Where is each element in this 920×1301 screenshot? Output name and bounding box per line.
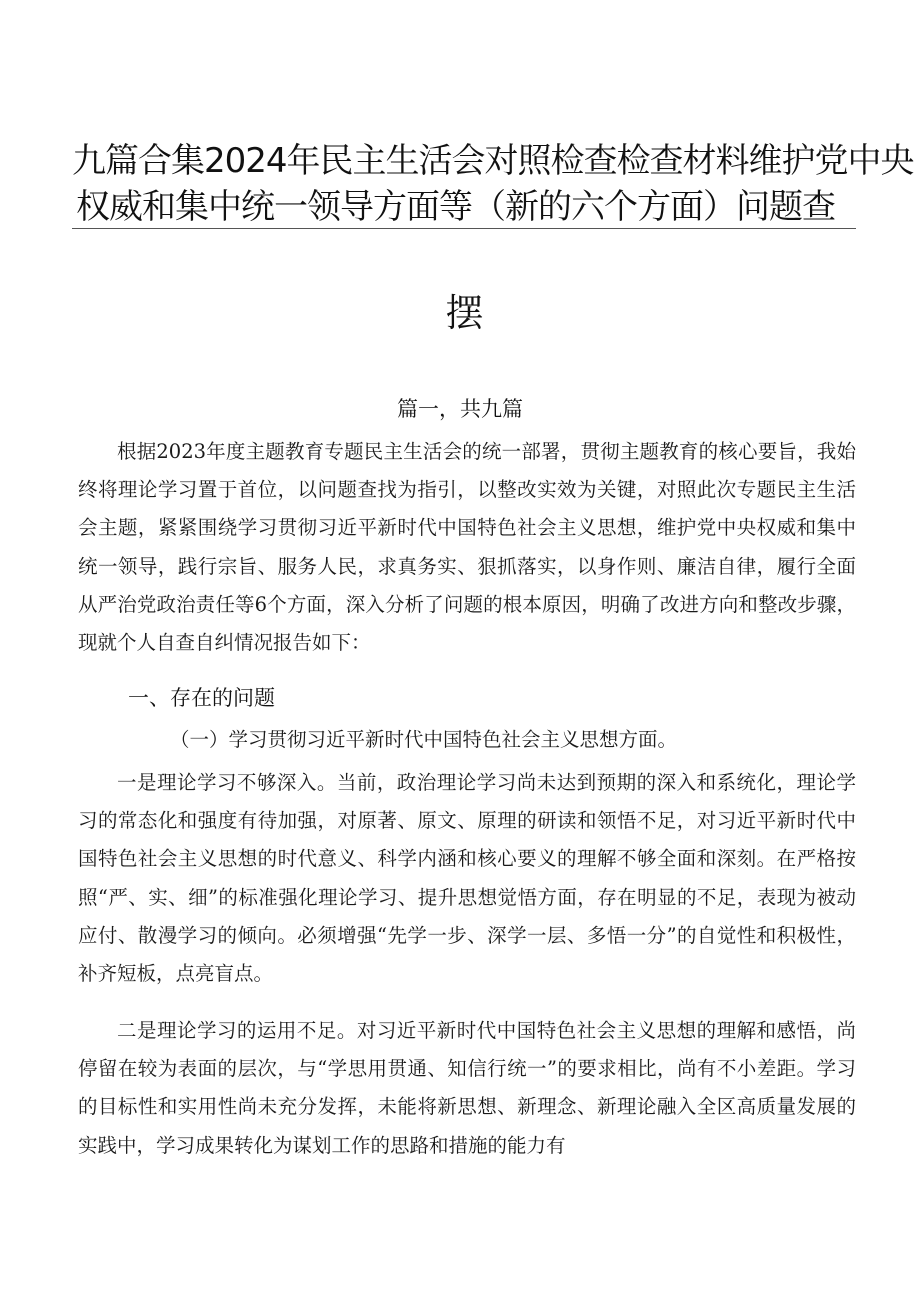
body-paragraph-2: 二是理论学习的运用不足。对习近平新时代中国特色社会主义思想的理解和感悟，尚停留在较为表面的层次，与“学思用贯通、知信行统一”的要求相比，尚有不小差距。学习的目标性和实用性尚未充分发挥，未能将新思想、新理念、新理论融入全区高质量发展的实践中，学习成果转化为谋划工作的思路和措施的能力有 xyxy=(78,1019,856,1157)
section-heading: 篇一，共九篇 xyxy=(397,397,523,421)
document-title-line-1: 九篇合集2024年民主生活会对照检查检查材料维护党中央 xyxy=(72,141,914,181)
title-divider xyxy=(72,228,856,229)
document-title-line-2: 权威和集中统一领导方面等（新的六个方面）问题查 xyxy=(76,187,835,227)
document-title-line-3: 摆 xyxy=(445,291,483,335)
body-paragraph-1: 一是理论学习不够深入。当前，政治理论学习尚未达到预期的深入和系统化，理论学习的常态化和强度有待加强，对原著、原文、原理的研读和领悟不足，对习近平新时代中国特色社会主义思想的时代意义、科学内涵和核心要义的理解不够全面和深刻。在严格按照“严、实、细”的标准强化理论学习、提升思想觉悟方面，存在明显的不足，表现为被动应付、散漫学习的倾向。必须增强“先学一步、深学一层、多悟一分”的自觉性和积极性，补齐短板，点亮盲点。 xyxy=(78,771,856,986)
subheading-study-thought: （一）学习贯彻习近平新时代中国特色社会主义思想方面。 xyxy=(170,728,678,751)
intro-paragraph: 根据2023年度主题教育专题民主生活会的统一部署，贯彻主题教育的核心要旨，我始终将理论学习置于首位，以问题查找为指引，以整改实效为关键，对照此次专题民主生活会主题，紧紧围绕学习贯彻习近平新时代中国特色社会主义思想，维护党中央权威和集中统一领导，践行宗旨、服务人民，求真务实、狠抓落实，以身作则、廉洁自律，履行全面从严治党政治责任等6个方面，深入分析了问题的根本原因，明确了改进方向和整改步骤，现就个人自查自纠情况报告如下： xyxy=(78,440,856,655)
heading-existing-problems: 一、存在的问题 xyxy=(128,686,275,710)
